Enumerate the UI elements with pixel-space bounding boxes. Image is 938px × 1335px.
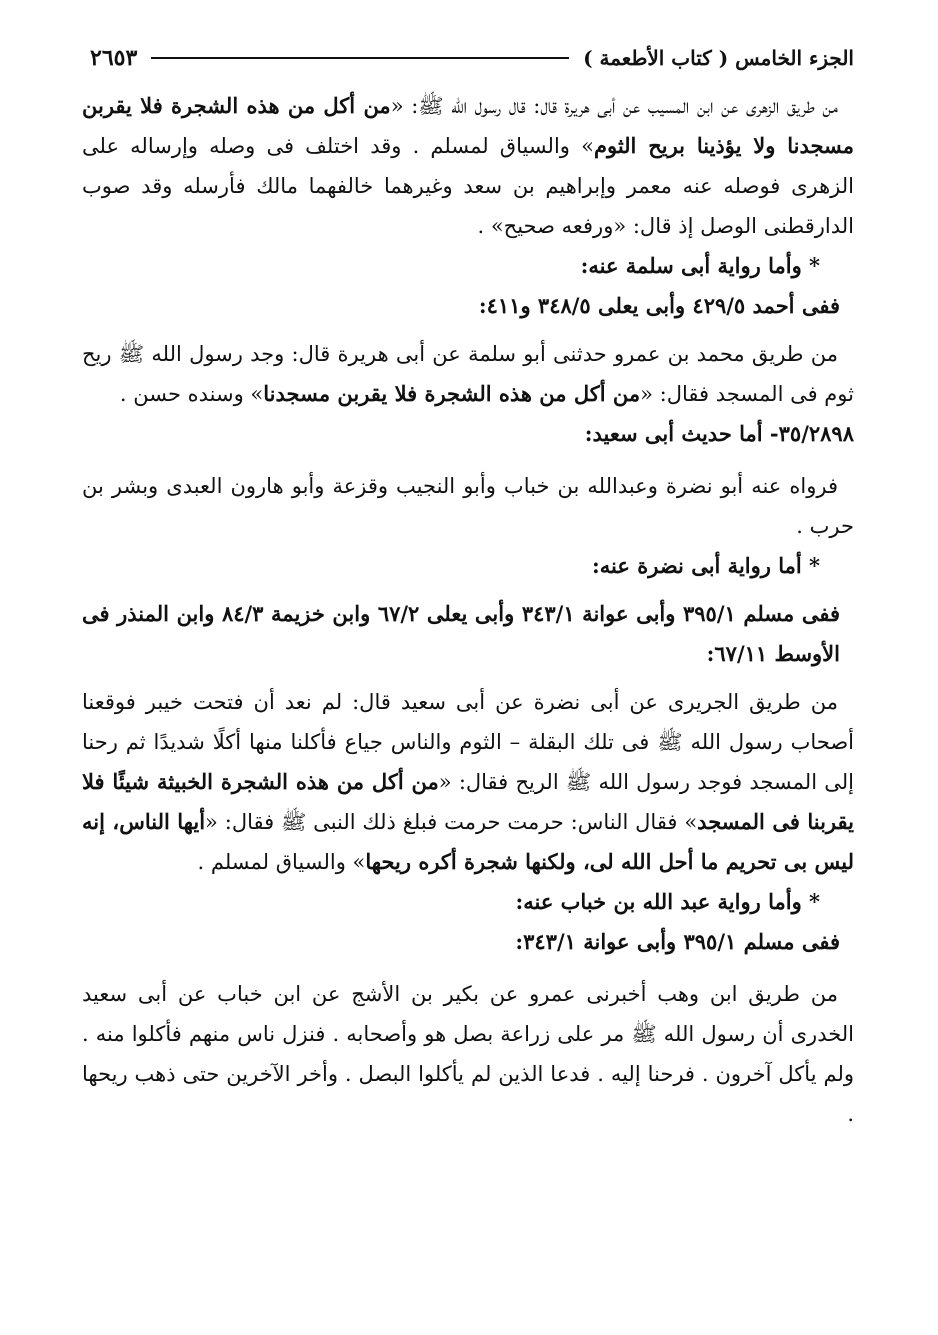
section-heading-abu-said: ٣٥/٢٨٩٨- أما حديث أبى سعيد: [584, 421, 854, 446]
source-reference [82, 594, 854, 674]
page-number: ٢٦٥٣ [90, 45, 138, 71]
paragraph-narrators: فرواه عنه أبو نضرة وعبدالله بن خباب وأبو النجيب وقزعة وأبو هارون العبدى وبشر بن حرب . [82, 474, 854, 538]
page-header [82, 30, 854, 86]
document-page [82, 30, 854, 1134]
source-reference: ففى أحمد ٤٢٩/٥ وأبى يعلى ٣٤٨/٥ و٤١١: [478, 293, 840, 318]
hadith-quote: من أكل من هذه الشجرة الخبيثة شيئًا فلا يقربنا فى المسجد [82, 769, 854, 834]
section-heading-abu-salama: * وأما رواية أبى سلمة عنه: [580, 253, 820, 278]
paragraph-zuhri [82, 86, 854, 246]
section-heading-abu-nadra: * أما رواية أبى نضرة عنه: [592, 553, 820, 578]
text-span: » والسياق لمسلم . [197, 850, 366, 874]
hadith-quote: من أكل من هذه الشجرة فلا يقربن مسجدنا [263, 381, 641, 406]
text-span: من طريق الزهرى عن ابن المسيب عن أبى هريرة قال: قال رسول الله ﷺ: « [390, 94, 838, 118]
section-heading-abdullah-bin-khabbab: * وأما رواية عبد الله بن خباب عنه: [515, 889, 820, 914]
text-span: من طريق محمد بن عمرو حدثنى أبو سلمة عن أبى هريرة قال: وجد رسول الله ﷺ ريح ثوم فى المسجد فقال: « [82, 342, 854, 406]
text-span: » وسنده حسن . [119, 382, 264, 406]
paragraph-jurairi [82, 682, 854, 882]
text-span: » والسياق لمسلم . وقد اختلف فى وصله وإرساله على الزهرى فوصله عنه معمر وإبراهيم بن سعد وغيرهما خالفهما مالك فأرسله وقد صوب الدارقطنى الوصل إذ قال: «ورفعه صحيح» . [82, 134, 854, 238]
source-reference: ففى مسلم ٣٩٥/١ وأبى عوانة ٣٤٣/١: [515, 929, 840, 954]
hadith-quote: أيها الناس، إنه ليس بى تحريم ما أحل الله لى، ولكنها شجرة أكره ريحها [82, 809, 854, 874]
header-rule [151, 57, 569, 59]
text-span: » فقال الناس: حرمت حرمت فبلغ ذلك النبى ﷺ فقال: « [205, 810, 698, 834]
text-span: من طريق الجريرى عن أبى نضرة عن أبى سعيد قال: لم نعد أن فتحت خيبر فوقعنا أصحاب رسول الله ﷺ فى تلك البقلة – الثوم والناس جياع فأكلنا منها أكلًا شديدًا ثم رحنا إلى المسجد فوجد رسول الله ﷺ الريح فقال: « [82, 690, 854, 794]
running-title: الجزء الخامس ( كتاب الأطعمة ) [583, 46, 854, 70]
hadith-quote: من أكل من هذه الشجرة فلا يقربن مسجدنا ولا يؤذينا بريح الثوم [82, 93, 855, 158]
paragraph-ibn-wahb: من طريق ابن وهب أخبرنى عمرو عن بكير بن الأشج عن ابن خباب عن أبى سعيد الخدرى أن رسول الله ﷺ مر على زراعة بصل هو وأصحابه . فنزل ناس منهم فأكلوا منه . ولم يأكل آخرون . فرحنا إليه . فدعا الذين لم يأكلوا البصل . وأخر الآخرين حتى ذهب ريحها . [82, 982, 855, 1126]
paragraph-muhammad-bin-amr [82, 334, 854, 414]
text-span: ففى مسلم ٣٩٥/١ وأبى عوانة ٣٤٣/١ وأبى يعلى ٦٧/٢ وابن خزيمة ٨٤/٣ وابن المنذر فى الأوسط ٦٧/١١: [82, 601, 841, 666]
